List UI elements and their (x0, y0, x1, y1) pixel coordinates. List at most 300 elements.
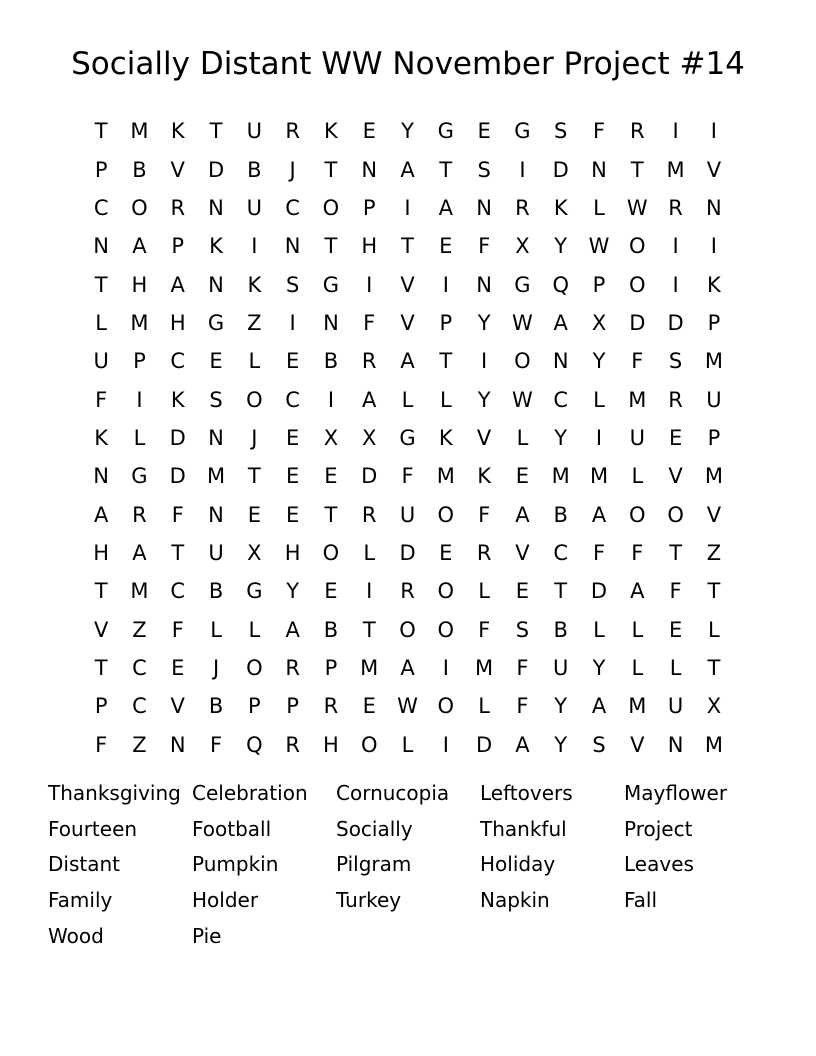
grid-letter: L (478, 694, 490, 719)
word-list-item: Socially (336, 816, 413, 841)
grid-letter: H (169, 310, 186, 335)
grid-letter: C (93, 195, 109, 220)
grid-letter: X (247, 540, 262, 565)
grid-letter: B (132, 157, 147, 182)
grid-letter: T (362, 617, 376, 642)
grid-letter: F (209, 732, 223, 757)
grid-letter: B (208, 579, 224, 604)
grid-letter: X (706, 694, 722, 719)
word-list-item: Pie (192, 923, 222, 948)
grid-letter: H (93, 540, 110, 565)
grid-letter: L (363, 540, 376, 565)
word-list-item: Turkey (336, 888, 402, 913)
grid-letter: X (515, 234, 530, 259)
grid-letter: N (208, 502, 224, 527)
grid-letter: W (588, 234, 610, 259)
grid-letter: E (285, 349, 300, 374)
grid-letter: V (400, 310, 415, 335)
grid-letter: R (668, 387, 683, 412)
grid-letter: E (362, 694, 376, 719)
grid-letter: U (706, 387, 722, 412)
grid-letter: K (477, 464, 491, 489)
grid-letter: G (514, 119, 531, 144)
grid-letter: L (401, 732, 414, 757)
grid-letter: B (208, 694, 224, 719)
grid-letter: A (362, 387, 377, 412)
grid-letter: Z (132, 617, 147, 642)
grid-letter: K (707, 272, 721, 297)
grid-letter: S (554, 119, 568, 144)
word-list-item: Wood (48, 923, 104, 948)
grid-letter: T (247, 464, 261, 489)
grid-letter: L (478, 579, 490, 604)
grid-letter: M (130, 579, 149, 604)
grid-letter: V (706, 157, 722, 182)
word-list-item: Family (48, 888, 113, 913)
grid-letter: O (437, 694, 455, 719)
grid-letter: R (285, 119, 300, 144)
grid-letter: U (399, 502, 416, 527)
grid-letter: A (591, 502, 607, 527)
grid-letter: L (133, 425, 146, 450)
grid-letter: G (437, 119, 454, 144)
grid-letter: R (476, 540, 492, 565)
grid-letter: D (629, 310, 646, 335)
grid-letter: H (361, 234, 378, 259)
grid-letter: D (552, 157, 569, 182)
grid-letter: F (95, 732, 108, 757)
grid-letter: S (515, 617, 530, 642)
grid-letter: F (631, 349, 644, 374)
grid-letter: F (401, 464, 414, 489)
grid-letter: Y (592, 349, 606, 374)
grid-letter: R (515, 195, 530, 220)
grid-letter: A (515, 502, 530, 527)
grid-letter: L (401, 387, 414, 412)
grid-letter: C (285, 387, 300, 412)
word-list-item: Celebration (192, 781, 308, 805)
grid-letter: N (667, 732, 684, 757)
grid-letter: R (668, 195, 683, 220)
grid-letter: F (478, 617, 491, 642)
grid-letter: C (170, 349, 186, 374)
grid-letter: I (595, 425, 603, 450)
grid-letter: L (631, 655, 644, 680)
grid-letter: D (399, 540, 416, 565)
grid-letter: K (209, 234, 223, 259)
grid-letter: F (669, 579, 682, 604)
grid-letter: A (553, 310, 568, 335)
grid-letter: K (553, 195, 568, 220)
grid-letter: L (210, 617, 222, 642)
grid-letter: R (285, 732, 300, 757)
grid-letter: T (94, 579, 108, 604)
grid-letter: W (626, 195, 648, 220)
grid-letter: L (248, 349, 261, 374)
grid-letter: O (399, 617, 416, 642)
grid-letter: O (131, 195, 148, 220)
grid-letter: E (477, 119, 491, 144)
grid-letter: M (704, 732, 723, 757)
grid-letter: D (207, 157, 225, 182)
grid-letter: A (400, 349, 415, 374)
word-list-item: Distant (48, 852, 120, 877)
grid-letter: N (208, 195, 224, 220)
word-search-grid (82, 112, 733, 764)
grid-letter: N (208, 425, 224, 450)
grid-letter: J (212, 655, 220, 680)
grid-letter: C (553, 540, 569, 565)
grid-letter: M (130, 310, 149, 335)
grid-letter: I (481, 349, 488, 374)
grid-letter: I (404, 195, 411, 220)
grid-letter: K (324, 119, 338, 144)
grid-letter: I (289, 310, 296, 335)
grid-letter: M (475, 655, 494, 680)
grid-letter: Z (706, 540, 722, 565)
grid-letter: T (324, 234, 338, 259)
grid-letter: H (131, 272, 148, 297)
grid-letter: F (363, 310, 376, 335)
grid-letter: E (285, 425, 300, 450)
grid-letter: P (324, 655, 338, 680)
word-list-item: Holder (192, 888, 259, 913)
grid-letter: R (323, 694, 339, 719)
word-list-item: Leftovers (480, 781, 573, 805)
grid-letter: A (170, 272, 185, 297)
grid-letter: N (323, 310, 339, 335)
grid-letter: I (519, 157, 526, 182)
grid-letter: E (362, 119, 376, 144)
grid-letter: Y (477, 387, 491, 412)
grid-letter: B (323, 349, 339, 374)
grid-letter: Q (552, 272, 569, 297)
grid-letter: R (132, 502, 147, 527)
grid-letter: T (439, 349, 453, 374)
page-title: Socially Distant WW November Project #14 (71, 46, 745, 82)
grid-letter: R (400, 579, 415, 604)
grid-letter: E (439, 234, 453, 259)
grid-letter: M (589, 464, 609, 489)
grid-letter: N (208, 272, 224, 297)
grid-letter: T (554, 579, 568, 604)
grid-letter: O (629, 502, 646, 527)
grid-letter: X (323, 425, 339, 450)
grid-letter: V (668, 464, 683, 489)
grid-letter: I (327, 387, 335, 412)
grid-letter: T (707, 579, 721, 604)
grid-letter: P (439, 310, 453, 335)
word-list-item: Holiday (480, 852, 556, 877)
grid-letter: V (170, 157, 185, 182)
word-list (48, 776, 768, 954)
grid-letter: G (246, 579, 263, 604)
grid-letter: L (248, 617, 261, 642)
grid-letter: R (361, 502, 377, 527)
grid-letter: U (246, 195, 263, 220)
grid-letter: F (516, 655, 529, 680)
grid-letter: L (593, 387, 605, 412)
grid-letter: W (397, 694, 418, 719)
grid-letter: Z (132, 732, 147, 757)
grid-letter: K (94, 425, 109, 450)
grid-letter: K (170, 387, 185, 412)
grid-letter: B (553, 502, 568, 527)
grid-letter: I (136, 387, 143, 412)
grid-letter: C (170, 579, 186, 604)
grid-letter: O (360, 732, 378, 757)
grid-letter: H (323, 732, 339, 757)
grid-letter: T (94, 119, 108, 144)
grid-letter: O (629, 272, 646, 297)
grid-letter: G (322, 272, 340, 297)
grid-letter: V (515, 540, 530, 565)
grid-letter: F (631, 540, 644, 565)
grid-letter: G (514, 272, 531, 297)
grid-letter: Y (592, 655, 606, 680)
grid-letter: E (668, 425, 683, 450)
grid-letter: O (629, 234, 646, 259)
grid-letter: D (361, 464, 378, 489)
grid-letter: Q (246, 732, 263, 757)
grid-letter: A (630, 579, 645, 604)
grid-letter: L (708, 617, 720, 642)
grid-letter: O (437, 579, 455, 604)
grid-letter: F (478, 234, 491, 259)
grid-letter: I (251, 234, 258, 259)
grid-letter: N (591, 157, 607, 182)
grid-letter: O (246, 387, 263, 412)
word-list-item: Fall (624, 888, 658, 913)
grid-letter: C (553, 387, 569, 412)
grid-letter: P (592, 272, 606, 297)
grid-letter: L (669, 655, 682, 680)
grid-letter: H (284, 540, 301, 565)
grid-letter: N (552, 349, 569, 374)
grid-letter: E (171, 655, 185, 680)
grid-letter: X (362, 425, 377, 450)
grid-letter: D (590, 579, 608, 604)
grid-letter: L (593, 195, 605, 220)
grid-letter: X (591, 310, 607, 335)
grid-letter: A (132, 540, 147, 565)
grid-letter: D (169, 425, 186, 450)
grid-letter: J (251, 425, 258, 450)
grid-letter: G (131, 464, 148, 489)
grid-letter: T (209, 119, 223, 144)
grid-letter: R (361, 349, 377, 374)
grid-letter: O (437, 502, 455, 527)
grid-letter: P (171, 234, 185, 259)
grid-letter: E (209, 349, 223, 374)
grid-letter: I (366, 579, 373, 604)
grid-letter: M (666, 157, 685, 182)
grid-letter: G (207, 310, 225, 335)
grid-letter: M (704, 464, 723, 489)
grid-letter: O (322, 195, 340, 220)
grid-letter: N (361, 157, 378, 182)
grid-letter: M (551, 464, 570, 489)
grid-letter: O (437, 617, 455, 642)
grid-letter: F (171, 502, 184, 527)
grid-letter: B (323, 617, 339, 642)
grid-letter: Y (286, 579, 300, 604)
grid-letter: C (285, 195, 300, 220)
grid-letter: E (668, 617, 683, 642)
grid-letter: A (132, 234, 147, 259)
grid-letter: F (592, 119, 606, 144)
grid-letter: S (285, 272, 300, 297)
grid-letter: N (93, 464, 109, 489)
grid-letter: I (366, 272, 373, 297)
grid-letter: E (515, 579, 530, 604)
grid-letter: Y (401, 119, 414, 144)
grid-letter: P (362, 195, 376, 220)
grid-letter: Y (554, 425, 568, 450)
grid-letter: R (630, 119, 645, 144)
grid-letter: F (95, 387, 108, 412)
grid-letter: N (284, 234, 301, 259)
word-list-item: Fourteen (48, 816, 138, 841)
grid-letter: E (285, 502, 300, 527)
grid-letter: K (438, 425, 453, 450)
grid-letter: L (516, 425, 529, 450)
grid-letter: L (593, 617, 605, 642)
word-list-item: Cornucopia (336, 781, 450, 805)
grid-letter: I (672, 272, 679, 297)
grid-letter: A (400, 655, 415, 680)
grid-letter: S (592, 732, 606, 757)
grid-letter: T (324, 157, 338, 182)
grid-letter: E (247, 502, 261, 527)
grid-letter: O (322, 540, 340, 565)
grid-letter: B (553, 617, 568, 642)
grid-letter: D (476, 732, 493, 757)
word-list-item: Thankful (480, 816, 567, 841)
grid-letter: E (285, 464, 300, 489)
grid-letter: P (707, 310, 721, 335)
grid-letter: S (477, 157, 491, 182)
grid-letter: L (631, 617, 644, 642)
grid-letter: T (401, 234, 414, 259)
grid-letter: P (94, 694, 108, 719)
grid-letter: T (171, 540, 185, 565)
word-list-item: Project (624, 816, 693, 841)
grid-letter: U (553, 655, 569, 680)
grid-letter: E (439, 540, 453, 565)
grid-letter: K (247, 272, 262, 297)
grid-letter: P (248, 694, 261, 719)
grid-letter: I (442, 655, 449, 680)
word-list-item: Pumpkin (192, 852, 279, 877)
grid-letter: Y (554, 234, 568, 259)
grid-letter: T (94, 655, 108, 680)
grid-letter: V (476, 425, 492, 450)
grid-letter: A (285, 617, 300, 642)
grid-letter: B (247, 157, 262, 182)
grid-letter: D (667, 310, 684, 335)
grid-letter: L (95, 310, 107, 335)
grid-letter: T (669, 540, 683, 565)
grid-letter: D (169, 464, 186, 489)
grid-letter: M (436, 464, 455, 489)
grid-letter: T (630, 157, 644, 182)
grid-letter: V (400, 272, 415, 297)
grid-letter: T (324, 502, 338, 527)
grid-letter: L (631, 464, 644, 489)
grid-letter: I (710, 234, 717, 259)
grid-letter: U (208, 540, 224, 565)
grid-letter: A (591, 694, 607, 719)
grid-letter: M (628, 387, 647, 412)
grid-letter: N (706, 195, 722, 220)
grid-letter: O (246, 655, 263, 680)
grid-letter: Y (554, 694, 568, 719)
grid-letter: G (399, 425, 416, 450)
grid-letter: P (707, 425, 721, 450)
word-list-item: Football (192, 816, 272, 841)
grid-letter: E (324, 464, 338, 489)
grid-letter: Z (247, 310, 262, 335)
word-list-item: Napkin (480, 888, 550, 913)
grid-letter: E (324, 579, 338, 604)
grid-letter: C (132, 694, 147, 719)
grid-letter: K (170, 119, 185, 144)
grid-letter: Y (554, 732, 568, 757)
word-list-item: Thanksgiving (48, 781, 181, 805)
grid-letter: N (476, 272, 492, 297)
grid-letter: N (93, 234, 109, 259)
word-list-item: Pilgram (336, 852, 412, 877)
grid-letter: R (285, 655, 300, 680)
grid-letter: I (672, 234, 679, 259)
grid-letter: I (442, 732, 449, 757)
grid-letter: P (94, 157, 108, 182)
grid-letter: A (438, 195, 453, 220)
grid-letter: M (360, 655, 379, 680)
grid-letter: U (667, 694, 684, 719)
grid-letter: A (93, 502, 109, 527)
grid-letter: O (667, 502, 684, 527)
grid-letter: S (668, 349, 683, 374)
grid-letter: S (209, 387, 223, 412)
grid-letter: T (439, 157, 453, 182)
grid-letter: P (286, 694, 299, 719)
grid-letter: V (170, 694, 185, 719)
grid-letter: R (170, 195, 186, 220)
grid-letter: W (512, 387, 533, 412)
grid-letter: U (246, 119, 263, 144)
grid-letter: I (710, 119, 717, 144)
grid-letter: M (628, 694, 647, 719)
grid-letter: U (629, 425, 645, 450)
grid-letter: F (171, 617, 184, 642)
grid-letter: V (93, 617, 109, 642)
grid-letter: T (707, 655, 721, 680)
grid-letter: I (672, 119, 679, 144)
grid-letter: N (169, 732, 186, 757)
grid-letter: I (442, 272, 449, 297)
word-list-item: Mayflower (624, 781, 728, 805)
grid-letter: M (130, 119, 149, 144)
grid-letter: W (512, 310, 533, 335)
grid-letter: L (439, 387, 452, 412)
grid-letter: V (630, 732, 645, 757)
grid-letter: E (515, 464, 530, 489)
grid-letter: V (706, 502, 722, 527)
grid-letter: C (132, 655, 147, 680)
grid-letter: M (704, 349, 723, 374)
